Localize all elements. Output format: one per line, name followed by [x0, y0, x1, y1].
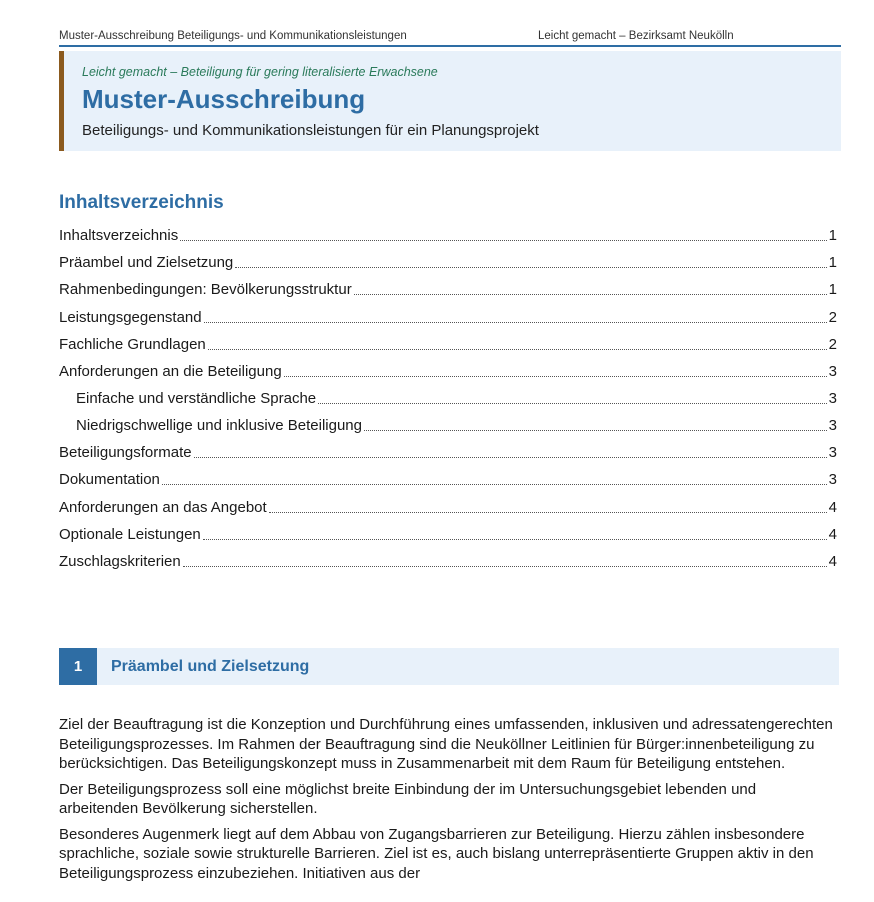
section-heading-bar: [59, 648, 839, 685]
toc-entry-label: Leistungsgegenstand: [59, 308, 202, 326]
toc-entry[interactable]: [59, 302, 837, 329]
document-title: Muster-Ausschreibung: [82, 84, 366, 114]
body-paragraph: Der Beteiligungsprozess soll eine möglichst breite Einbindung der im Untersuchungsgebiet lebenden und arbeitenden Bevölkerung sicherstellen.: [59, 780, 757, 817]
toc-leader-dots: [364, 429, 827, 431]
toc-entry[interactable]: [59, 357, 837, 384]
toc-entry-label: Dokumentation: [59, 471, 160, 489]
toc-entry[interactable]: [59, 520, 837, 547]
toc-entry-page: 1: [828, 227, 837, 245]
toc-leader-dots: [269, 511, 827, 513]
section-number: 1: [59, 648, 97, 685]
toc-entry-page: 2: [828, 308, 837, 326]
toc-entry[interactable]: [59, 330, 837, 357]
toc-entry-label: Einfache und verständliche Sprache: [76, 389, 317, 407]
section-title: Präambel und Zielsetzung: [111, 658, 310, 675]
toc-entry-label: Präambel und Zielsetzung: [59, 254, 234, 272]
toc-entry-page: 1: [828, 254, 837, 272]
toc-entry[interactable]: [59, 492, 837, 519]
toc-entry-label: Anforderungen an das Angebot: [59, 498, 267, 516]
toc-entry-label: Rahmenbedingungen: Bevölkerungsstruktur: [59, 281, 352, 299]
toc-entry-label: Anforderungen an die Beteiligung: [59, 362, 282, 380]
toc-entry-page: 3: [828, 362, 837, 380]
toc-entry-page: 2: [828, 335, 837, 353]
toc-entry-page: 4: [828, 498, 837, 516]
toc-entry[interactable]: [59, 384, 837, 411]
toc-entry-label: Beteiligungsformate: [59, 444, 192, 462]
toc-entry-label: Optionale Leistungen: [59, 525, 201, 543]
toc-entry[interactable]: [59, 465, 837, 492]
toc-entry-page: 1: [828, 281, 837, 299]
title-kicker: Leicht gemacht – Beteiligung für gering literalisierte Erwachsene: [82, 65, 438, 79]
toc-entry-label: Inhaltsverzeichnis: [59, 227, 179, 245]
toc-entry[interactable]: [59, 438, 837, 465]
toc-leader-dots: [204, 321, 827, 323]
body-paragraph: Besonderes Augenmerk liegt auf dem Abbau von Zugangsbarrieren zur Beteiligung. Hierzu zählen insbesondere sprachliche, soziale sowie strukturelle Barrieren. Ziel ist es, auch bislang unterrepräsentierte Gruppen aktiv in den Beteiligungsprozess einzubeziehen. Initiativen aus der: [59, 825, 814, 882]
toc-leader-dots: [183, 565, 827, 567]
table-of-contents: [59, 221, 837, 574]
body-paragraph: Ziel der Beauftragung ist die Konzeption und Durchführung eines umfassenden, inklusiven und adressatengerechten Beteiligungsprozesses. Im Rahmen der Beauftragung sind die Neuköllner Leitlinien für Bürger:innenbeteiligung zu berücksichtigen. Das Beteiligungskonzept muss in Zusammenarbeit mit dem Raum für Beteiligung entstehen.: [59, 716, 833, 772]
toc-leader-dots: [318, 402, 827, 404]
toc-entry-page: 4: [828, 525, 837, 543]
toc-entry-label: Fachliche Grundlagen: [59, 335, 206, 353]
toc-entry-page: 3: [828, 471, 837, 489]
toc-leader-dots: [354, 293, 827, 295]
toc-entry[interactable]: [59, 248, 837, 275]
running-header: [59, 30, 841, 47]
toc-entry-page: 3: [828, 444, 837, 462]
toc-leader-dots: [235, 266, 826, 268]
toc-entry-label: Niedrigschwellige und inklusive Beteiligung: [76, 417, 362, 435]
toc-entry-label: Zuschlagskriterien: [59, 552, 181, 570]
header-publisher: Leicht gemacht – Bezirksamt Neukölln: [538, 30, 734, 42]
section-body: [59, 715, 839, 889]
toc-leader-dots: [203, 538, 827, 540]
document-subtitle: Beteiligungs- und Kommunikationsleistungen für ein Planungsprojekt: [82, 122, 539, 139]
toc-leader-dots: [208, 348, 827, 350]
header-document-title: Muster-Ausschreibung Beteiligungs- und Kommunikationsleistungen: [59, 30, 407, 42]
toc-entry[interactable]: [59, 221, 837, 248]
toc-entry-page: 4: [828, 552, 837, 570]
title-box: [59, 51, 841, 151]
toc-entry[interactable]: [59, 275, 837, 302]
toc-heading: Inhaltsverzeichnis: [59, 192, 224, 213]
toc-leader-dots: [162, 483, 827, 485]
toc-leader-dots: [284, 375, 827, 377]
toc-entry[interactable]: [59, 411, 837, 438]
toc-entry-page: 3: [828, 389, 837, 407]
toc-leader-dots: [194, 456, 827, 458]
toc-leader-dots: [180, 239, 826, 241]
toc-entry[interactable]: [59, 547, 837, 574]
toc-entry-page: 3: [828, 417, 837, 435]
